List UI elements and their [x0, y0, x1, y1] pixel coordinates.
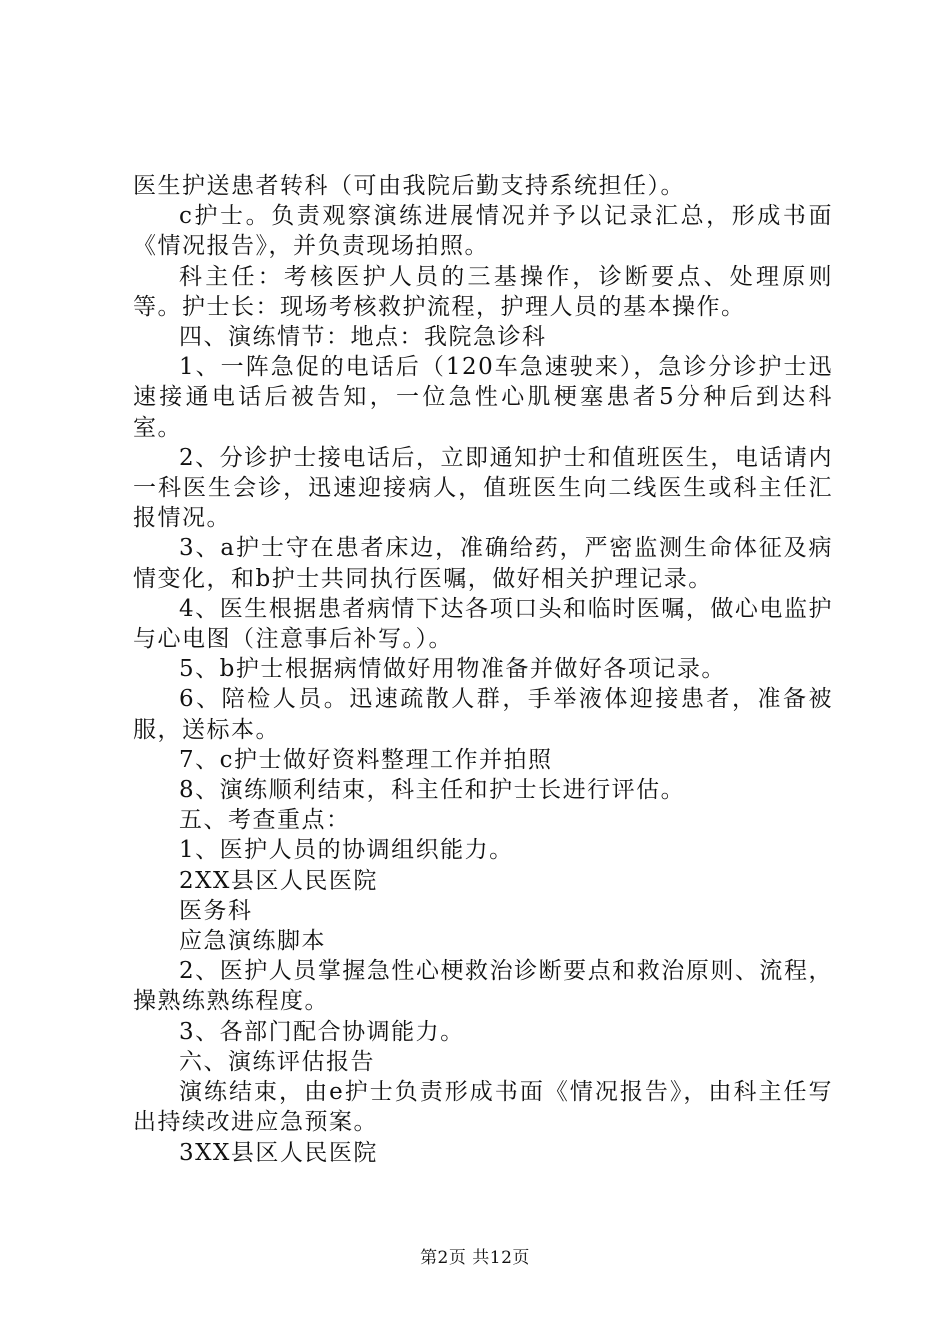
paragraph: 1、一阵急促的电话后（120车急速驶来），急诊分诊护士迅速接通电话后被告知，一位急性心肌梗塞患者5分种后到达科室。 [133, 354, 833, 441]
paragraph: 医生护送患者转科（可由我院后勤支持系统担任）。 [133, 173, 685, 199]
paragraph: 演练结束，由e护士负责形成书面《情况报告》，由科主任写出持续改进应急预案。 [133, 1079, 833, 1136]
document-body [133, 171, 833, 1168]
paragraph: 六、演练评估报告 [179, 1048, 375, 1075]
paragraph: 2XX县区人民医院 [179, 867, 378, 894]
paragraph: 8、演练顺利结束，科主任和护士长进行评估。 [179, 777, 686, 804]
paragraph: 5、b护士根据病情做好用物准备并做好各项记录。 [179, 656, 726, 683]
paragraph: c护士。负责观察演练进展情况并予以记录汇总，形成书面《情况报告》，并负责现场拍照。 [133, 203, 833, 260]
paragraph: 1、医护人员的协调组织能力。 [179, 837, 514, 864]
paragraph: 应急演练脚本 [179, 928, 326, 955]
paragraph: 五、考查重点： [179, 807, 351, 834]
paragraph: 3、各部门配合协调能力。 [179, 1018, 465, 1045]
paragraph: 7、c护士做好资料整理工作并拍照 [179, 746, 553, 773]
paragraph: 四、演练情节：地点：我院急诊科 [179, 324, 547, 351]
paragraph: 2、分诊护士接电话后，立即通知护士和值班医生，电话请内一科医生会诊，迅速迎接病人，值班医生向二线医生或科主任汇报情况。 [133, 444, 833, 532]
page-footer: 第2页 共12页 [420, 1248, 530, 1268]
paragraph: 医务科 [179, 897, 253, 924]
paragraph: 6、陪检人员。迅速疏散人群，手举液体迎接患者，准备被服，送标本。 [133, 686, 833, 743]
paragraph: 3XX县区人民医院 [179, 1139, 378, 1166]
paragraph: 4、医生根据患者病情下达各项口头和临时医嘱，做心电监护与心电图（注意事后补写。）。 [133, 595, 833, 653]
paragraph: 2、医护人员掌握急性心梗救治诊断要点和救治原则、流程，操熟练熟练程度。 [133, 958, 833, 1015]
paragraph: 科主任：考核医护人员的三基操作，诊断要点、处理原则等。护士长：现场考核救护流程，护理人员的基本操作。 [133, 263, 833, 320]
paragraph: 3、a护士守在患者床边，准确给药，严密监测生命体征及病情变化，和b护士共同执行医嘱，做好相关护理记录。 [133, 535, 833, 592]
